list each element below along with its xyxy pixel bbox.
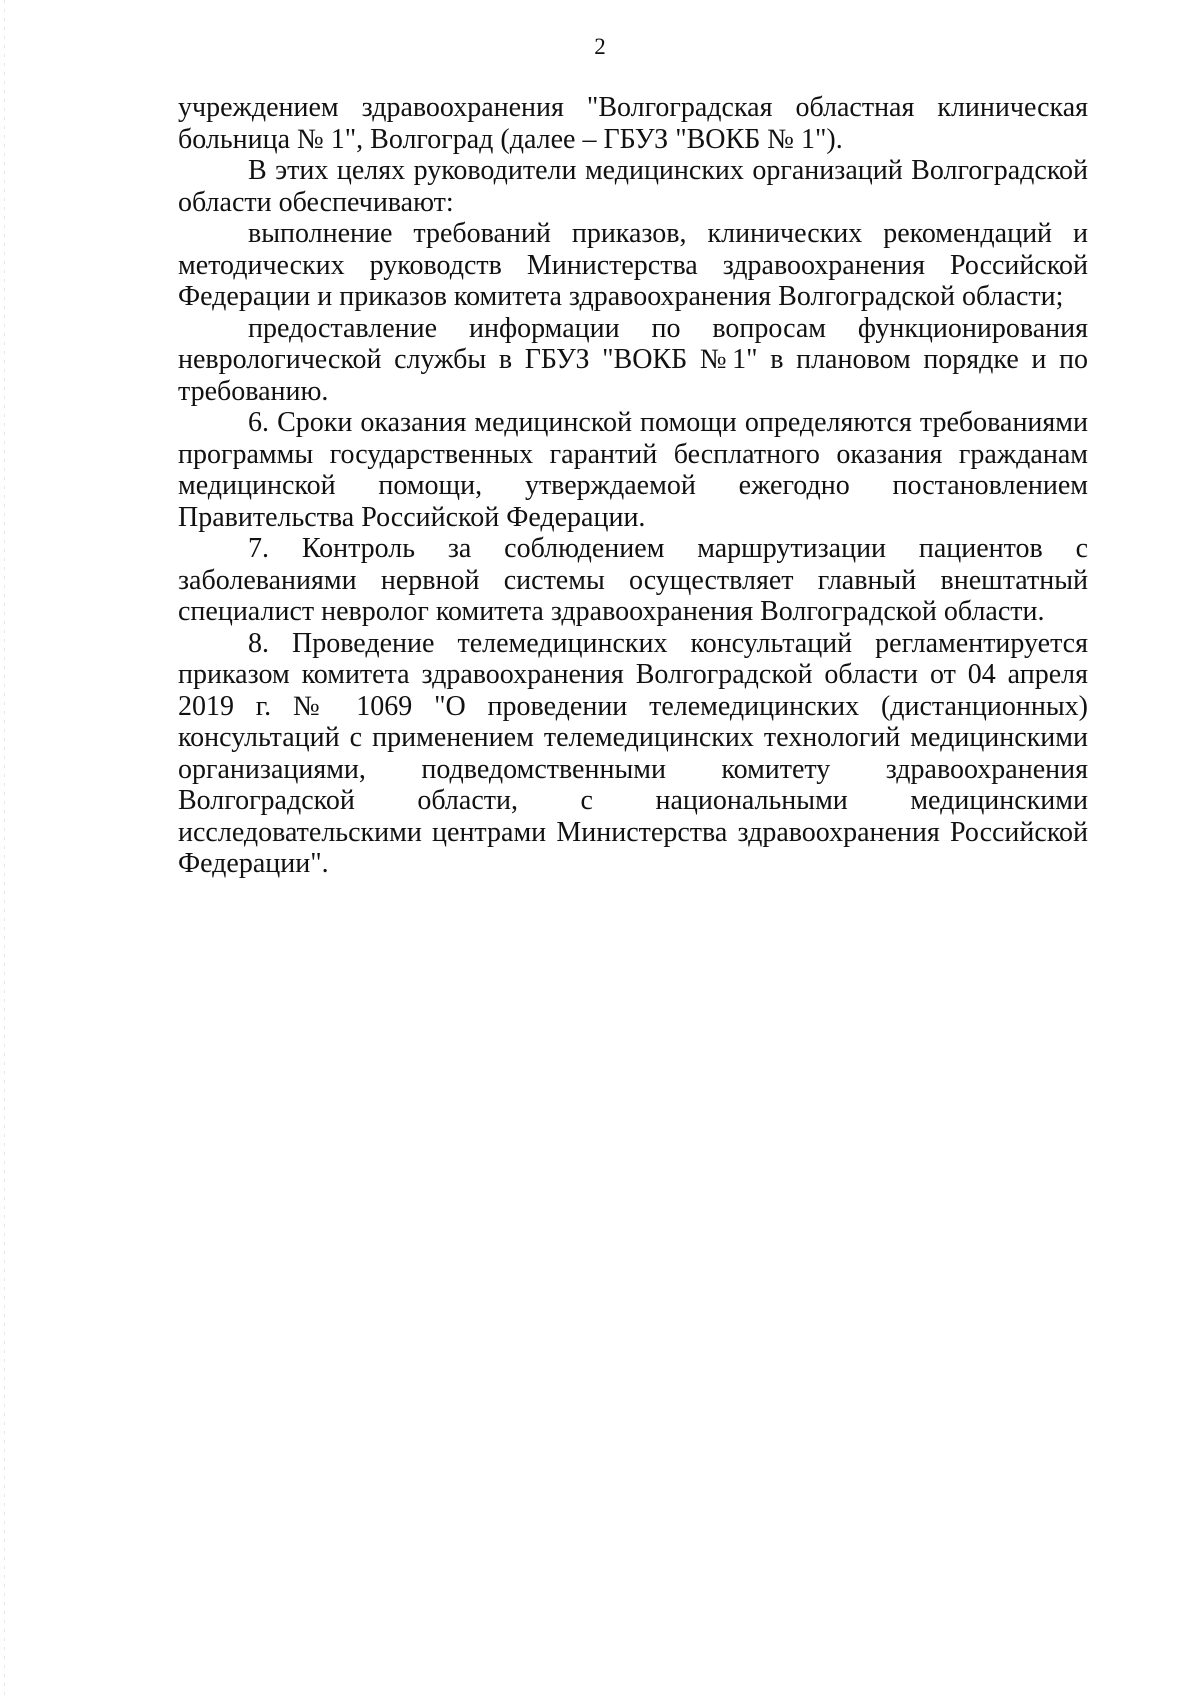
paragraph-requirements: выполнение требований приказов, клинических рекомендаций и методических руководств Министерства здравоохранения Российской Федерации и приказов комитета здравоохранения Волгоградской области; xyxy=(178,218,1088,312)
paragraph-purpose: В этих целях руководители медицинских организаций Волгоградской области обеспечивают: xyxy=(178,155,1088,218)
paragraph-item-6: 6. Сроки оказания медицинской помощи определяются требованиями программы государственных гарантий бесплатного оказания гражданам медицинской помощи, утверждаемой ежегодно постановлением Правительства Российской Федерации. xyxy=(178,407,1088,533)
document-body xyxy=(178,92,1088,880)
page-number: 2 xyxy=(594,34,606,59)
paragraph-item-8: 8. Проведение телемедицинских консультаций регламентируется приказом комитета здравоохранения Волгоградской области от 04 апреля 2019 г. № 1069 "О проведении телемедицинских (дистанционных) консультаций с применением телемедицинских технологий медицинскими организациями, подведомственными комитету здравоохранения Волгоградской области, с национальными медицинскими исследовательскими центрами Министерства здравоохранения Российской Федерации". xyxy=(178,627,1088,879)
paragraph-item-7: 7. Контроль за соблюдением маршрутизации пациентов с заболеваниями нервной системы осуществляет главный внештатный специалист невролог комитета здравоохранения Волгоградской области. xyxy=(178,533,1088,627)
paragraph-information: предоставление информации по вопросам функционирования неврологической службы в ГБУЗ "ВОКБ №1" в плановом порядке и по требованию. xyxy=(178,312,1088,407)
paragraph-continuation: учреждением здравоохранения "Волгоградская областная клиническая больница № 1", Волгоград (далее – ГБУЗ "ВОКБ № 1"). xyxy=(178,92,1088,155)
scan-edge-artifact xyxy=(4,0,5,1696)
